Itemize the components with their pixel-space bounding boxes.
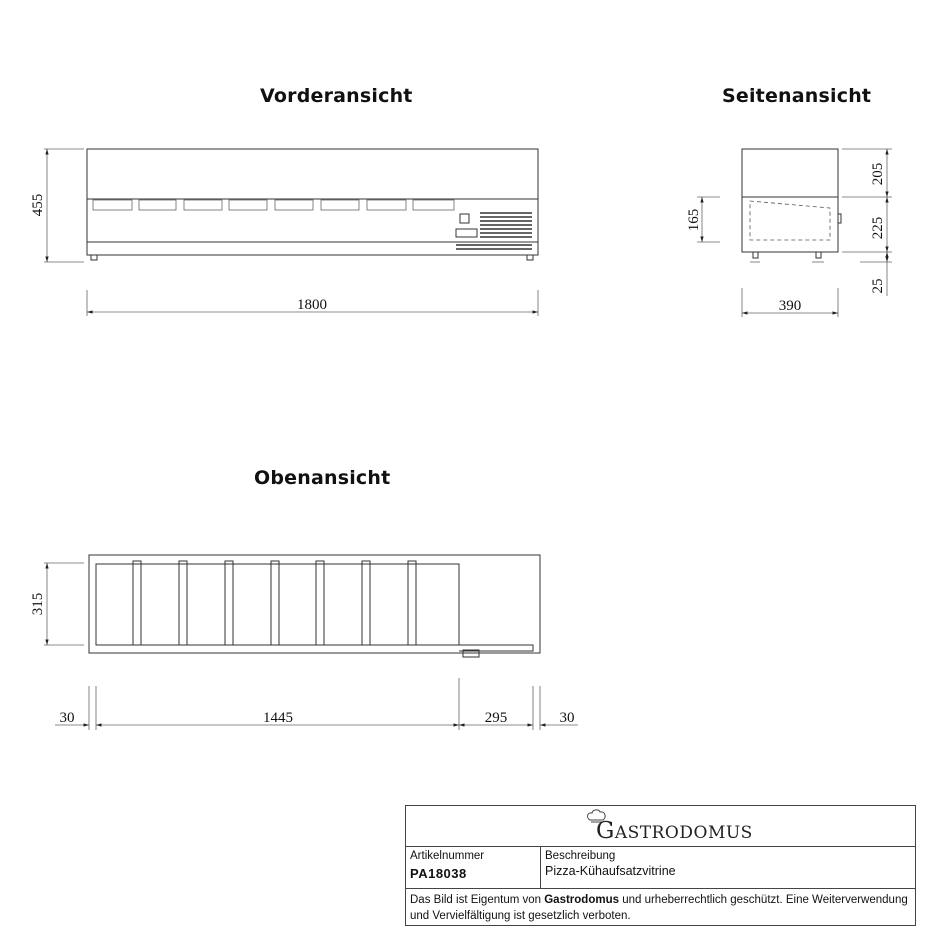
brand-name: GASTRODOMUS	[596, 818, 753, 844]
front-view	[30, 149, 538, 316]
side-view	[686, 149, 892, 317]
side-205-dim: 205	[870, 162, 886, 186]
top-1445-dim: 1445	[263, 710, 293, 726]
description-label: Beschreibung	[545, 850, 616, 862]
top-30-right-dim: 30	[559, 710, 575, 726]
copyright-notice: Das Bild ist Eigentum von Gastrodomus und urheberrechtlich geschützt. Eine Weiterverwendung und Vervielfältigung ist gesetzlich verboten.	[410, 894, 908, 922]
side-225-dim: 225	[870, 216, 886, 240]
side-depth-dim: 390	[778, 298, 802, 314]
front-width-dim: 1800	[297, 297, 327, 313]
title-block	[405, 805, 916, 926]
side-165-dim: 165	[686, 208, 702, 232]
front-height-dim: 455	[30, 193, 46, 217]
article-label: Artikelnummer	[410, 850, 485, 862]
brand-logo	[406, 806, 915, 847]
side-view-title: Seitenansicht	[722, 85, 872, 107]
article-number: PA18038	[410, 866, 467, 881]
side-25-dim: 25	[870, 278, 886, 294]
description-value: Pizza-Kühaufsatzvitrine	[545, 864, 676, 878]
top-view-title: Obenansicht	[254, 467, 391, 489]
top-295-dim: 295	[484, 710, 508, 726]
top-depth-dim: 315	[30, 592, 46, 616]
front-view-title: Vorderansicht	[260, 85, 413, 107]
article-cell	[406, 847, 541, 888]
top-view	[30, 555, 578, 730]
description-cell	[541, 847, 680, 888]
top-30-left-dim: 30	[59, 710, 75, 726]
